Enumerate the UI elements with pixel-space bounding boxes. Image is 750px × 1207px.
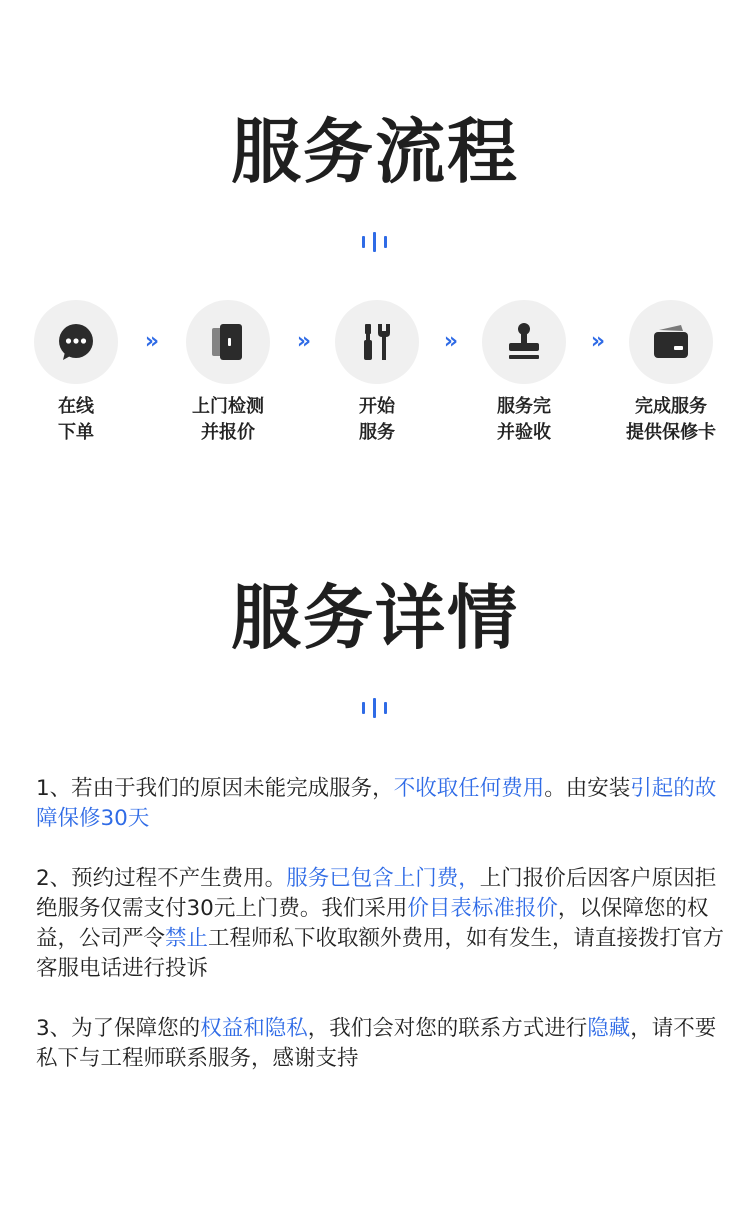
step-icon-circle [335, 300, 419, 384]
step-arrow-icon: » [144, 329, 160, 354]
step-icon-circle [34, 300, 118, 384]
step-label: 上门检测 并报价 [192, 396, 264, 443]
step-completion-acceptance [454, 300, 594, 446]
chat-bubble-icon [55, 321, 97, 363]
step-arrow-icon: » [296, 329, 312, 354]
highlight-text: 服务已包含上门费， [286, 866, 480, 891]
step-arrow-icon: » [590, 329, 606, 354]
step-arrow-icon: » [443, 329, 459, 354]
highlight-text: 不收取任何费用 [393, 776, 545, 801]
highlight-text: 禁止 [165, 926, 209, 951]
step-label: 服务完 并验收 [497, 396, 551, 443]
highlight-text: 引起的故障保修30天 [36, 776, 717, 831]
card-icon [650, 321, 692, 363]
detail-item-1: 1、若由于我们的原因未能完成服务，不收取任何费用。由安装引起的故障保修30天 [36, 776, 717, 831]
step-onsite-inspection [158, 300, 298, 446]
process-title-divider [360, 230, 390, 252]
door-icon [207, 321, 249, 363]
highlight-text: 隐藏 [587, 1016, 631, 1041]
highlight-text: 权益和隐私 [200, 1016, 308, 1041]
step-icon-circle [186, 300, 270, 384]
step-label: 在线 下单 [58, 396, 94, 443]
step-start-service [307, 300, 447, 446]
step-online-order [6, 300, 146, 446]
tools-icon [356, 321, 398, 363]
step-label: 开始 服务 [359, 396, 395, 443]
step-icon-circle [629, 300, 713, 384]
step-label: 完成服务 提供保修卡 [626, 396, 716, 443]
step-icon-circle [482, 300, 566, 384]
highlight-text: 价目表标准报价 [407, 896, 558, 921]
detail-item-3: 3、为了保障您的权益和隐私，我们会对您的联系方式进行隐藏，请不要私下与工程师联系服务，感谢支持 [36, 1016, 717, 1071]
stamp-icon [503, 321, 545, 363]
details-title: 服务详情 [231, 577, 519, 659]
detail-item-2: 2、预约过程不产生费用。服务已包含上门费，上门报价后因客户原因拒绝服务仅需支付30元上门费。我们采用价目表标准报价，以保障您的权益，公司严令禁止工程师私下收取额外费用，如有发生，请直接拨打官方客服电话进行投诉 [36, 866, 725, 981]
process-steps [0, 300, 750, 460]
process-title: 服务流程 [231, 111, 519, 193]
details-title-divider [360, 696, 390, 718]
step-warranty-card [601, 300, 741, 446]
